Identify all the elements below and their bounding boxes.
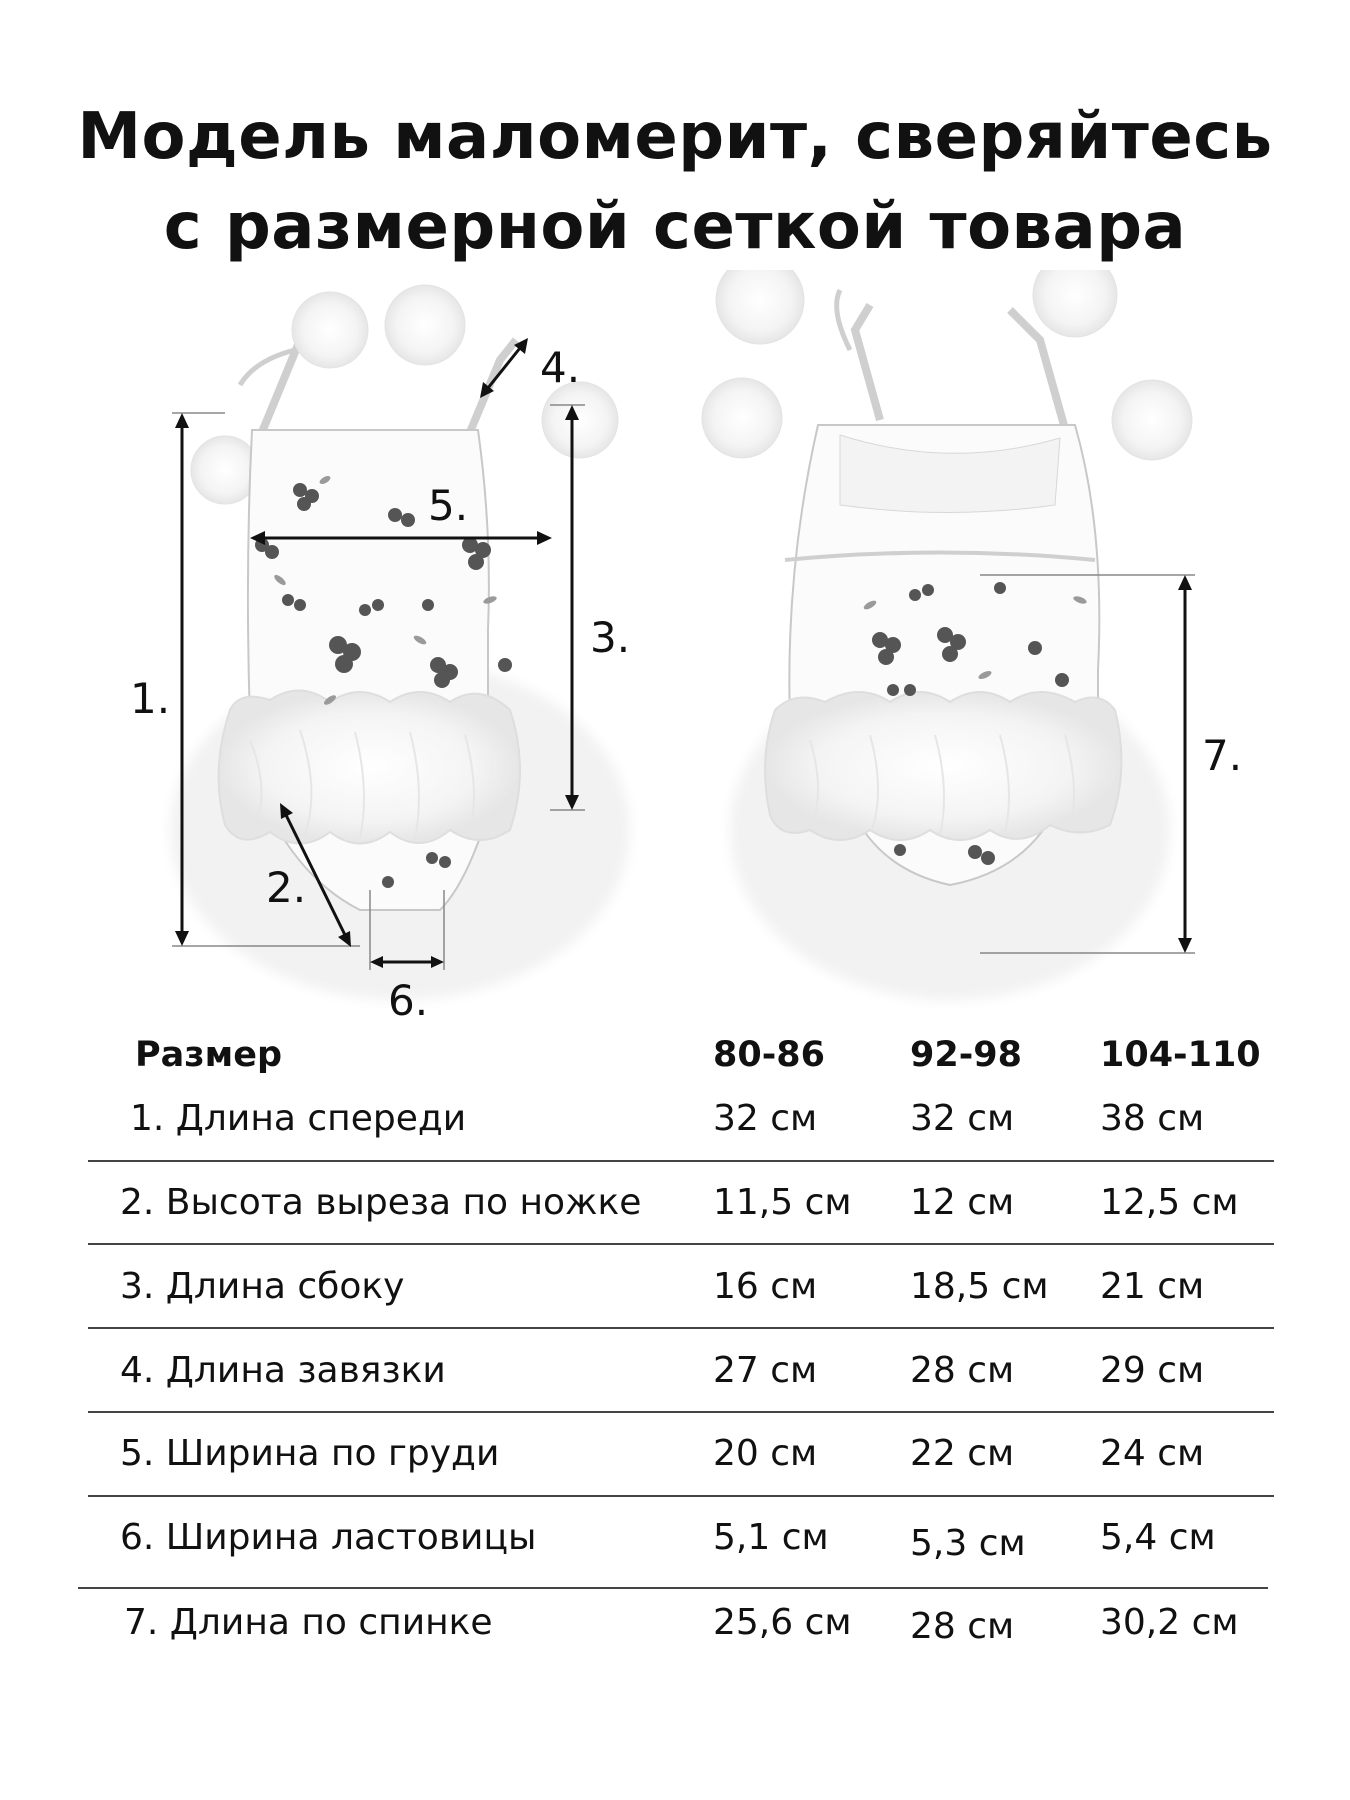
measure-label-6: 6.	[388, 976, 429, 1025]
row-value: 21 см	[1100, 1266, 1205, 1307]
title-line-2: с размерной сеткой товара	[163, 190, 1187, 264]
row-value: 32 см	[713, 1098, 818, 1139]
row-divider	[88, 1495, 1274, 1497]
row-value: 25,6 см	[713, 1602, 852, 1643]
table-header-80-86: 80-86	[713, 1035, 825, 1075]
row-label: 6. Ширина ластовицы	[120, 1517, 537, 1558]
row-label: 7. Длина по спинке	[124, 1602, 493, 1643]
measure-label-7: 7.	[1202, 731, 1243, 780]
row-divider	[78, 1587, 1268, 1589]
measure-label-4: 4.	[540, 343, 581, 392]
row-value: 12,5 см	[1100, 1182, 1239, 1223]
back-swimsuit-image	[702, 270, 1192, 1000]
measure-arrow-4	[480, 338, 528, 398]
table-header-92-98: 92-98	[910, 1035, 1022, 1075]
row-value: 18,5 см	[910, 1266, 1049, 1307]
row-label: 5. Ширина по груди	[120, 1433, 500, 1474]
page-title	[0, 92, 1350, 272]
row-label: 4. Длина завязки	[120, 1350, 446, 1391]
row-label: 2. Высота выреза по ножке	[120, 1182, 642, 1223]
row-value: 28 см	[910, 1606, 1015, 1647]
garment-measurement-figure	[0, 270, 1350, 1030]
measure-label-5: 5.	[428, 481, 469, 530]
table-header-size: Размер	[135, 1035, 283, 1075]
title-line-1: Модель маломерит, сверяйтесь	[77, 100, 1273, 174]
row-value: 28 см	[910, 1350, 1015, 1391]
row-divider	[88, 1327, 1274, 1329]
row-value: 29 см	[1100, 1350, 1205, 1391]
row-value: 30,2 см	[1100, 1602, 1239, 1643]
measure-label-3: 3.	[590, 613, 631, 662]
row-value: 22 см	[910, 1433, 1015, 1474]
row-value: 32 см	[910, 1098, 1015, 1139]
row-label: 3. Длина сбоку	[120, 1266, 405, 1307]
row-value: 38 см	[1100, 1098, 1205, 1139]
row-value: 24 см	[1100, 1433, 1205, 1474]
row-value: 16 см	[713, 1266, 818, 1307]
row-value: 27 см	[713, 1350, 818, 1391]
row-divider	[88, 1160, 1274, 1162]
front-swimsuit-image	[170, 285, 630, 1000]
row-value: 20 см	[713, 1433, 818, 1474]
row-divider	[88, 1243, 1274, 1245]
row-label: 1. Длина спереди	[130, 1098, 467, 1139]
row-value: 5,4 см	[1100, 1517, 1216, 1558]
table-header-104-110: 104-110	[1100, 1035, 1261, 1075]
row-value: 5,1 см	[713, 1517, 829, 1558]
row-value: 5,3 см	[910, 1523, 1026, 1564]
row-value: 12 см	[910, 1182, 1015, 1223]
row-divider	[88, 1411, 1274, 1413]
measure-label-1: 1.	[130, 674, 171, 723]
row-value: 11,5 см	[713, 1182, 852, 1223]
measure-label-2: 2.	[266, 863, 307, 912]
